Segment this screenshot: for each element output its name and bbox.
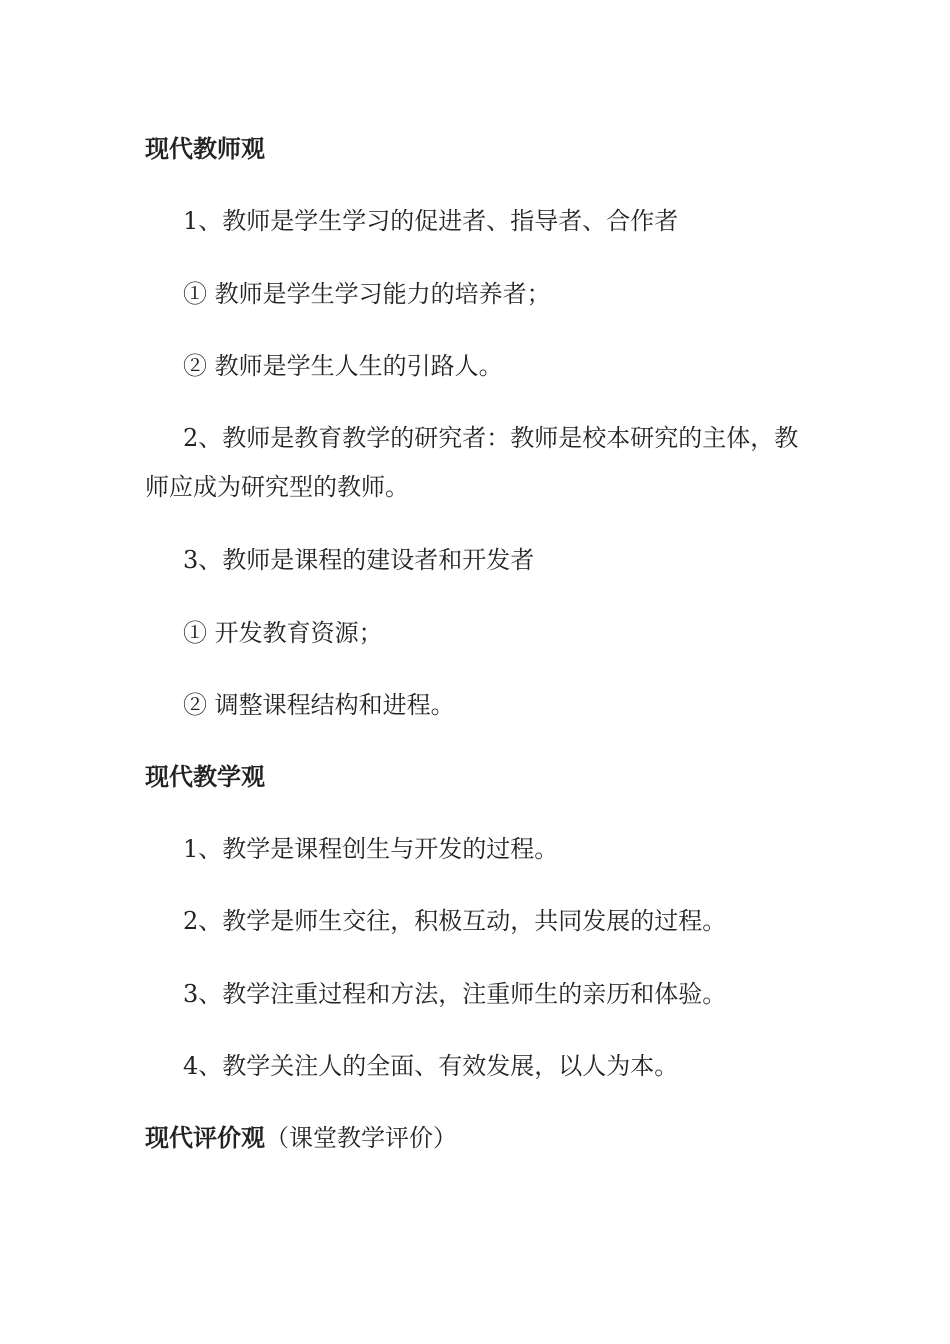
paragraph: ① 开发教育资源； [183,619,383,647]
section-heading-teaching-view: 现代教学观 [145,763,265,791]
paragraph: 3、教学注重过程和方法，注重师生的亲历和体验。 [183,980,727,1008]
paragraph: ② 教师是学生人生的引路人。 [183,352,503,380]
paragraph: 2、教学是师生交往，积极互动，共同发展的过程。 [183,907,727,935]
paragraph: 1、教学是课程创生与开发的过程。 [183,835,559,863]
paragraph: 4、教学关注人的全面、有效发展，以人为本。 [183,1052,679,1080]
paragraph: ② 调整课程结构和进程。 [183,691,455,719]
paragraph: 3、教师是课程的建设者和开发者 [183,546,535,574]
section-heading-evaluation-view [145,1123,457,1153]
paragraph: 2、教师是教育教学的研究者：教师是校本研究的主体，教师应成为研究型的教师。 [145,424,799,501]
section-heading-teacher-view: 现代教师观 [145,135,265,163]
paragraph: ① 教师是学生学习能力的培养者； [183,280,551,308]
paragraph: 1、教师是学生学习的促进者、指导者、合作者 [183,207,679,235]
section-heading-subtitle: （课堂教学评价） [265,1124,457,1152]
section-heading-main: 现代评价观 [145,1124,265,1152]
